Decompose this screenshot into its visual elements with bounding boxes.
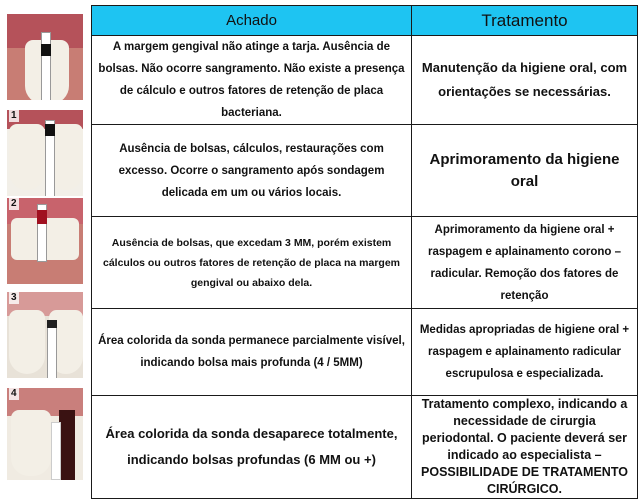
table-row: [92, 309, 638, 396]
treatment-cell: Medidas apropriadas de higiene oral + raspagem e aplainamento radicular escrupulosa e especializada.: [412, 309, 638, 396]
probe-photo-4: [7, 388, 83, 480]
probe-photo-0: [7, 14, 83, 100]
finding-cell: Ausência de bolsas, que excedam 3 MM, porém existem cálculos ou outros fatores de retenção de placa na margem gengival ou abaixo dela.: [92, 217, 412, 309]
finding-cell: A margem gengival não atinge a tarja. Ausência de bolsas. Não ocorre sangramento. Não existe a presença de cálculo e outros fatores de retenção de placa bacteriana.: [92, 36, 412, 125]
treatment-column-header: Tratamento: [412, 6, 638, 36]
photo-number: 3: [11, 292, 17, 303]
finding-column-header: Achado: [92, 6, 412, 36]
table-row: [92, 396, 638, 499]
finding-cell: Ausência de bolsas, cálculos, restaurações com excesso. Ocorre o sangramento após sondagem delicada em um ou vários locais.: [92, 125, 412, 217]
table-header-row: [92, 6, 638, 36]
treatment-cell: Manutenção da higiene oral, com orientações se necessárias.: [412, 36, 638, 125]
finding-cell: Área colorida da sonda desaparece totalmente, indicando bolsas profundas (6 MM ou +): [92, 396, 412, 499]
probe-photo-3: [7, 292, 83, 378]
finding-cell: Área colorida da sonda permanece parcialmente visível, indicando bolsa mais profunda (4 / 5MM): [92, 309, 412, 396]
photo-number: 4: [11, 388, 17, 399]
photo-number: 1: [11, 110, 17, 121]
table-row: [92, 36, 638, 125]
table-row: [92, 217, 638, 309]
treatment-cell: Tratamento complexo, indicando a necessidade de cirurgia periodontal. O paciente deverá ser indicado ao especialista – POSSIBILIDADE DE TRATAMENTO CIRÚRGICO.: [412, 396, 638, 499]
probe-photo-2: [7, 198, 83, 284]
treatment-cell: Aprimoramento da higiene oral: [412, 125, 638, 217]
probe-photo-1: [7, 110, 83, 196]
table-row: [92, 125, 638, 217]
photo-number: 2: [11, 198, 17, 209]
treatment-cell: Aprimoramento da higiene oral + raspagem e aplainamento corono – radicular. Remoção dos fatores de retenção: [412, 217, 638, 309]
periodontal-findings-table: [91, 5, 638, 499]
